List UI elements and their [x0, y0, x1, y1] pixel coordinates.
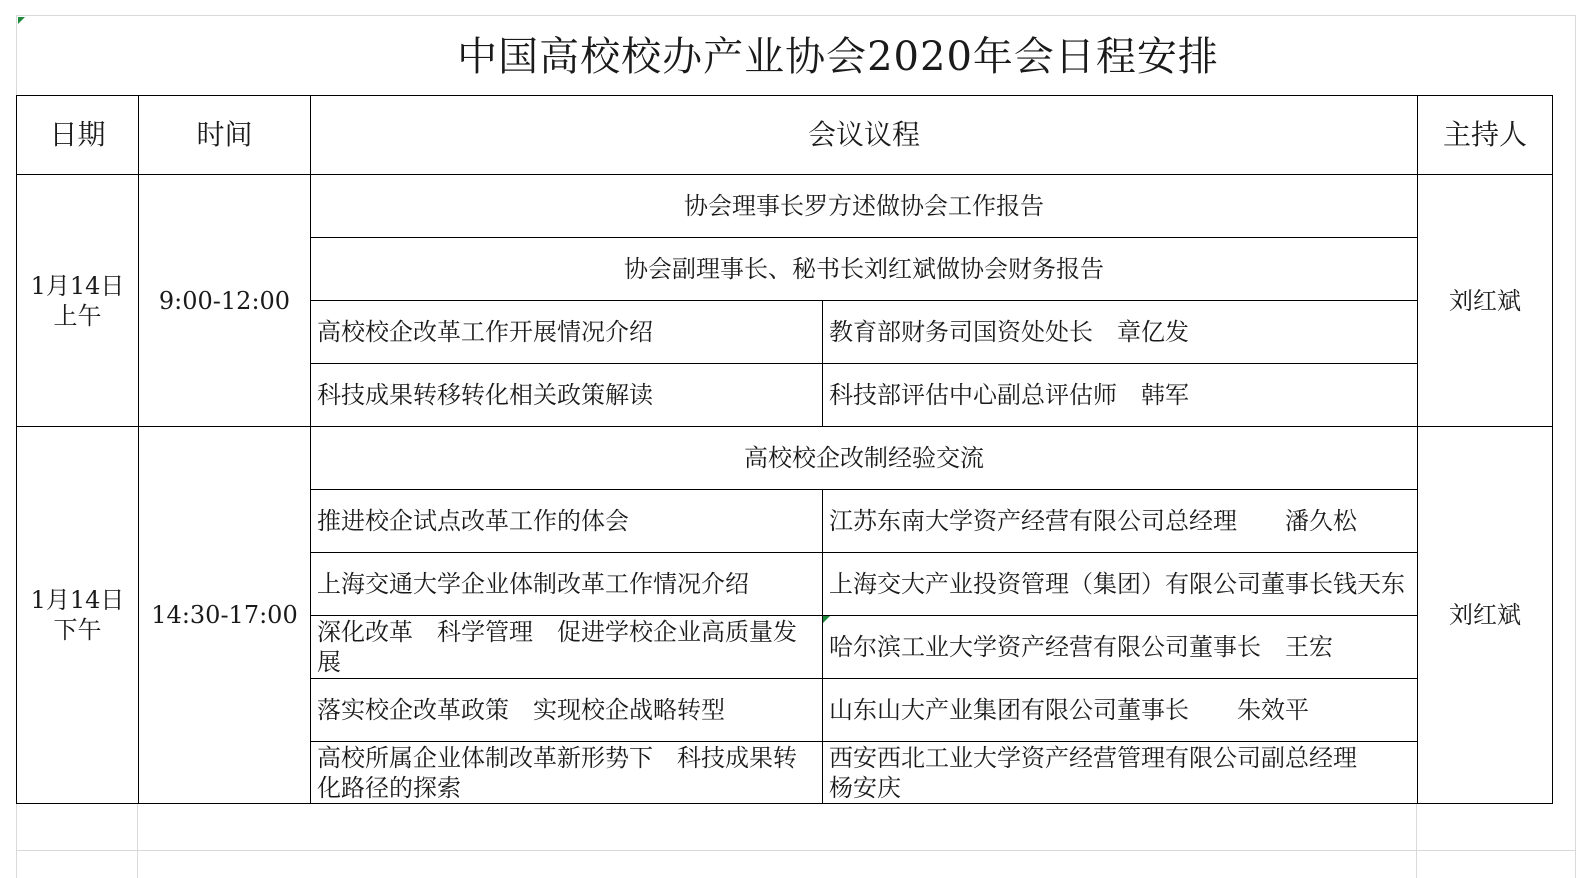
session2-speaker-5: 西安西北工业大学资产经营管理有限公司副总经理 杨安庆 [822, 741, 1418, 804]
session2-speaker-3: 哈尔滨工业大学资产经营有限公司董事长 王宏 [822, 615, 1418, 679]
session1-speaker-2: 科技部评估中心副总评估师 韩军 [822, 363, 1418, 427]
session1-speaker-1: 教育部财务司国资处处长 章亿发 [822, 300, 1418, 364]
header-time: 时间 [138, 95, 311, 175]
gridline-col-b [137, 803, 138, 878]
session2-topic-5: 高校所属企业体制改革新形势下 科技成果转化路径的探索 [310, 741, 823, 804]
gridline-top [16, 15, 1576, 16]
session1-topic-2: 科技成果转移转化相关政策解读 [310, 363, 823, 427]
session1-date-period: 上午 [53, 301, 102, 330]
comment-marker-cell [823, 616, 830, 623]
header-agenda: 会议议程 [310, 95, 1418, 175]
session2-date-period: 下午 [53, 616, 102, 644]
session2-date-day: 1月14日 [30, 586, 125, 614]
session1-date-day: 1月14日 [30, 271, 125, 300]
session2-speaker-1: 江苏东南大学资产经营有限公司总经理 潘久松 [822, 489, 1418, 553]
page-title: 中国高校校办产业协会2020年会日程安排 [457, 34, 1219, 80]
session2-topic-3: 深化改革 科学管理 促进学校企业高质量发展 [310, 615, 823, 679]
header-host: 主持人 [1417, 95, 1553, 175]
session1-agenda-row-2: 协会副理事长、秘书长刘红斌做协会财务报告 [310, 237, 1418, 301]
session2-speaker-2: 上海交大产业投资管理（集团）有限公司董事长钱天东 [822, 552, 1418, 616]
session2-topic-1: 推进校企试点改革工作的体会 [310, 489, 823, 553]
session1-agenda-row-1: 协会理事长罗方述做协会工作报告 [310, 174, 1418, 238]
session2-speaker-4: 山东山大产业集团有限公司董事长 朱效平 [822, 678, 1418, 742]
gridline-right [1575, 15, 1576, 878]
session2-agenda-row-1: 高校校企改制经验交流 [310, 426, 1418, 490]
session2-date [16, 426, 139, 804]
gridline-col-d [1416, 803, 1417, 878]
session1-time: 9:00-12:00 [138, 174, 311, 427]
session2-topic-4: 落实校企改革政策 实现校企战略转型 [310, 678, 823, 742]
session1-date [16, 174, 139, 427]
gridline-bottom-row [16, 850, 1576, 851]
session2-time: 14:30-17:00 [138, 426, 311, 804]
header-date: 日期 [16, 95, 139, 175]
session1-topic-1: 高校校企改革工作开展情况介绍 [310, 300, 823, 364]
session1-host: 刘红斌 [1417, 174, 1553, 427]
session2-host: 刘红斌 [1417, 426, 1553, 804]
session2-topic-2: 上海交通大学企业体制改革工作情况介绍 [310, 552, 823, 616]
